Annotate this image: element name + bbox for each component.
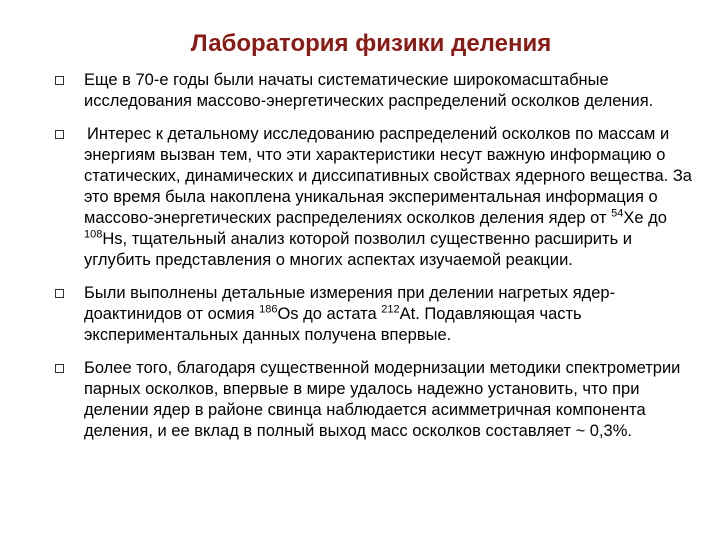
isotope-mass-number: 108 (84, 228, 103, 241)
bullet-text-mid: Xe до (623, 209, 667, 227)
square-bullet-icon (55, 130, 64, 139)
bullet-text: Интерес к детальному исследованию распределений осколков по массам и энергиям вызван тем, что эти характеристики несут важную информацию о статических, динамических и диссипативных свойствах ядерного вещества. За это время была накоплена уникальная экспериментальная информация о массово-энергетических распределениях осколков деления ядер от (84, 125, 692, 227)
bullet-text: Еще в 70-е годы были начаты систематические широкомасштабные исследования массово-энергетических распределений осколков деления. (84, 71, 654, 110)
bullet-text: Более того, благодаря существенной модернизации методики спектрометрии парных осколков, впервые в мире удалось надежно установить, что при делении ядер в районе свинца наблюдается асимметричная компонента деления, и ее вклад в полный выход масс осколков составляет ~ 0,3%. (84, 359, 681, 440)
bullet-text-tail: Hs, тщательный анализ которой позволил существенно расширить и углубить представления о многих аспектах изучаемой реакции. (84, 230, 632, 269)
square-bullet-icon (55, 364, 64, 373)
slide-title: Лаборатория физики деления (190, 30, 552, 57)
square-bullet-icon (55, 76, 64, 85)
bullet-item (52, 70, 692, 112)
isotope-mass-number: 212 (381, 303, 400, 316)
bullet-text-mid: Os до астата (277, 305, 382, 323)
square-bullet-icon (55, 289, 64, 298)
isotope-mass-number: 186 (259, 303, 278, 316)
bullet-text: Были выполнены детальные измерения при делении нагретых ядер-доактинидов от осмия (84, 284, 616, 323)
bullet-item (52, 124, 692, 271)
bullet-text-tail: At. Подавляющая часть экспериментальных данных получена впервые. (84, 305, 582, 344)
bullet-list (52, 70, 692, 454)
bullet-item (52, 358, 692, 442)
bullet-item (52, 283, 692, 346)
isotope-mass-number: 54 (611, 207, 624, 220)
